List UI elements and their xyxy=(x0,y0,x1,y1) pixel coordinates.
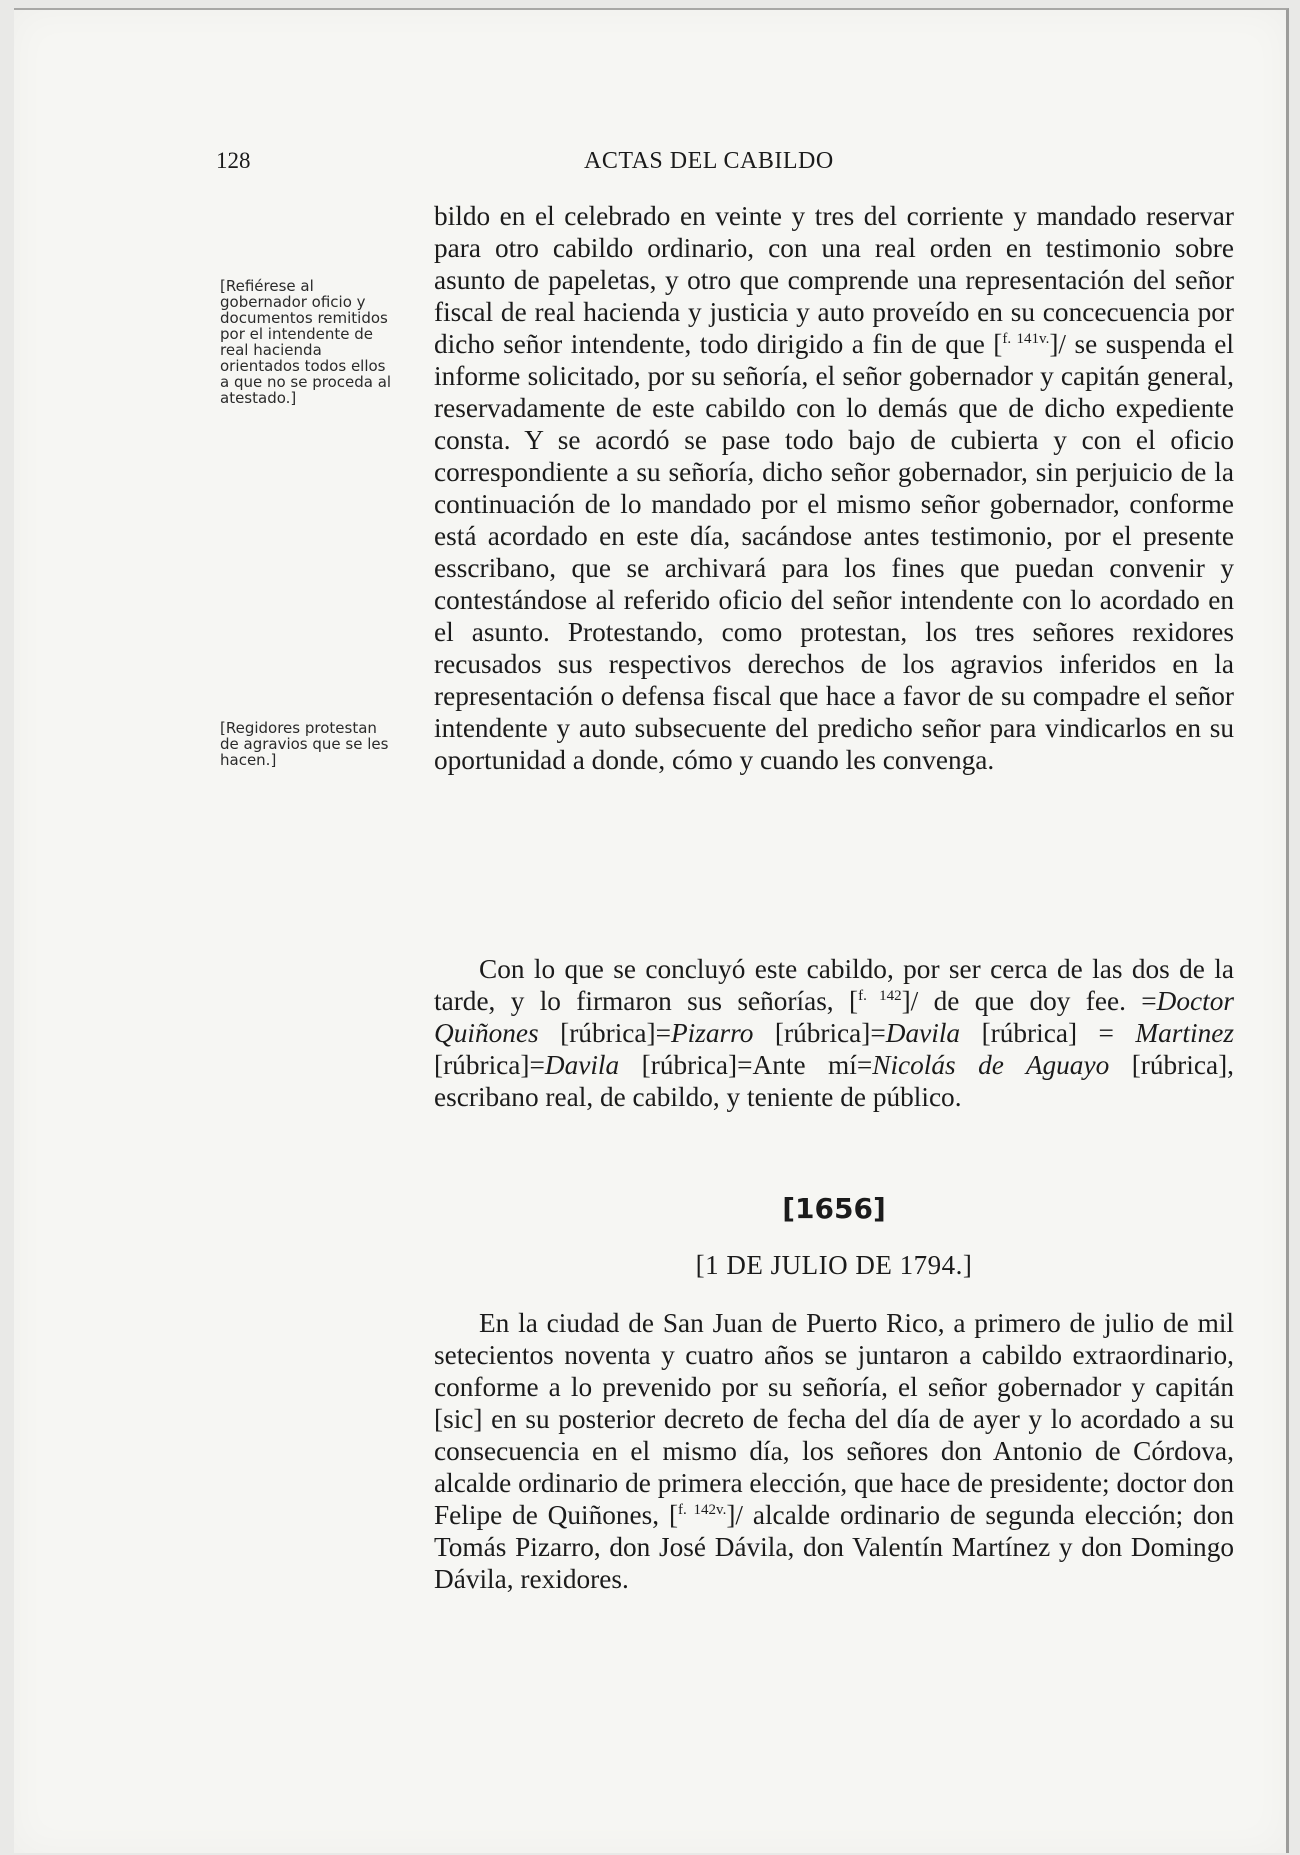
act-number-heading: [1656] xyxy=(782,1192,886,1225)
page-number: 128 xyxy=(216,148,251,173)
margin-note-gobernador: [Refiérese al gobernador oficio y documentos remitidos por el intendente de real hacienda orientados todos ellos a que no se proceda al atestado.] xyxy=(220,277,392,407)
paragraph-text: Con lo que se concluyó este cabildo, por ser cerca de las dos de la tarde, y lo firmaron sus señorías, [ xyxy=(434,954,1234,1016)
paragraph-text: bildo en el celebrado en veinte y tres del corriente y mandado reservar para otro cabildo ordinario, con una real orden en testimonio sobre asunto de papeletas, y otro que comprende una representación del señor fiscal de real hacienda y justicia y auto proveído en su concecuencia por dicho señor intendente, todo dirigido a fin de que [ xyxy=(434,201,1234,359)
signature-name: Martinez xyxy=(1135,1018,1234,1048)
signature-name: Pizarro xyxy=(671,1018,754,1048)
act-date-heading: [1 DE JULIO DE 1794.] xyxy=(695,1250,973,1280)
signature-rubric: [rúbrica]= xyxy=(538,1018,671,1048)
signature-rubric: [rúbrica], escribano real, de cabildo, y teniente de público. xyxy=(434,1050,1234,1112)
paragraph-continuation xyxy=(434,200,1234,776)
signature-rubric: [rúbrica]=Ante mí= xyxy=(619,1050,873,1080)
folio-reference: f. 142v. xyxy=(678,1502,727,1518)
margin-note-regidores: [Regidores protestan de agravios que se les hacen.] xyxy=(220,719,389,769)
paragraph-text: ]/ se suspenda el informe solicitado, por su señoría, el señor gobernador y capitán general, reservadamente de este cabildo con lo demás que de dicho expediente consta. Y se acordó se pase todo bajo de cubierta y con el oficio correspondiente a su señoría, dicho señor gobernador, sin perjuicio de la continuación de lo mandado por el mismo señor gobernador, conforme está acordado en este día, sacándose antes testimonio, por el presente esscribano, que se archivará para los fines que puedan convenir y contestándose al referido oficio del señor intendente con lo acordado en el asunto. Protestando, como protestan, los tres señores rexidores recusados sus respectivos derechos de los agravios inferidos en la representación o defensa fiscal que hace a favor de su compadre el señor intendente y auto subsecuente del predicho señor para vindicarlos en su oportunidad a donde, cómo y cuando les convenga. xyxy=(434,329,1235,775)
paragraph-text: ]/ alcalde ordinario de segunda elección; don Tomás Pizarro, don José Dávila, don Valentín Martínez y don Domingo Dávila, rexidores. xyxy=(434,1500,1234,1594)
paragraph-text: En la ciudad de San Juan de Puerto Rico, a primero de julio de mil setecientos noventa y cuatro años se juntaron a cabildo extraordinario, conforme a lo prevenido por su señoría, el señor gobernador y capitán [sic] en su posterior decreto de fecha del día de ayer y lo acordado a su consecuencia en el mismo día, los señores don Antonio de Córdova, alcalde ordinario de primera elección, que hace de presidente; doctor don Felipe de Quiñones, [ xyxy=(434,1308,1234,1530)
signature-name: Davila xyxy=(885,1018,961,1048)
paragraph-closing-signatures xyxy=(434,953,1234,1113)
paragraph-text: ]/ de que doy fee. = xyxy=(901,986,1157,1016)
signature-rubric: [rúbrica]= xyxy=(434,1050,545,1080)
signature-name: Doctor Quiñones xyxy=(434,986,1234,1048)
signature-rubric: [rúbrica] = xyxy=(960,1018,1136,1048)
signature-name: Davila xyxy=(544,1050,620,1080)
signature-name: Nicolás de Aguayo xyxy=(872,1050,1110,1080)
running-head: ACTAS DEL CABILDO xyxy=(584,148,834,174)
folio-reference: f. 142 xyxy=(858,988,902,1004)
book-page xyxy=(14,8,1289,1853)
paragraph-new-act xyxy=(434,1307,1234,1595)
folio-reference: f. 141v. xyxy=(1002,331,1050,347)
signature-rubric: [rúbrica]= xyxy=(753,1018,886,1048)
